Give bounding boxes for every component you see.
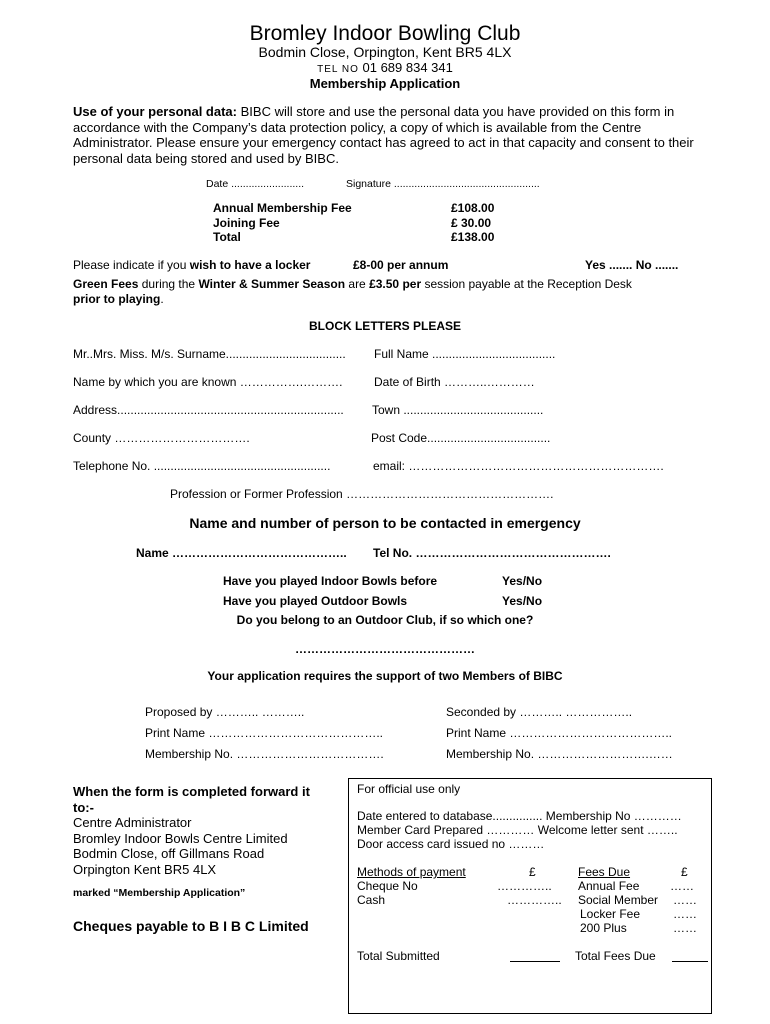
green-p2: during the — [141, 277, 196, 291]
cash-amount-field[interactable]: ………….. — [507, 893, 562, 907]
green-p1: Green Fees — [73, 277, 139, 291]
club-telephone — [0, 60, 770, 75]
indoor-bowls-answer[interactable]: Yes/No — [502, 574, 543, 588]
official-use-box — [348, 778, 712, 1014]
emergency-heading: Name and number of person to be contacted in emergency — [189, 515, 581, 531]
total-submitted-label: Total Submitted — [357, 949, 440, 963]
total-submitted-field[interactable] — [510, 949, 560, 965]
green-p5: £3.50 per — [369, 277, 422, 291]
proposer-membership-no-field[interactable]: Membership No. ………………………………. — [145, 747, 384, 761]
official-db-line[interactable]: Date entered to database............... Membership No ………… — [357, 809, 682, 823]
profession-field[interactable]: Profession or Former Profession ……………………………………………. — [170, 487, 554, 501]
forward-heading — [73, 784, 310, 815]
forward-address — [73, 815, 288, 877]
social-member-label: Social Member — [578, 893, 659, 907]
fees-table — [213, 201, 494, 245]
email-field[interactable]: email: ………………………………………………………. — [373, 459, 664, 473]
emergency-name-field[interactable]: Name …………………………………….. — [136, 546, 347, 560]
seconder-membership-no-field[interactable]: Membership No. ……………………….…… — [446, 747, 673, 761]
known-as-field[interactable]: Name by which you are known …………….………. — [73, 375, 343, 389]
social-member-field[interactable]: …… — [673, 893, 697, 907]
plus-200-label: 200 Plus — [580, 921, 627, 935]
locker-price: £8-00 per annum — [353, 258, 449, 272]
fees-pound-header: £ — [681, 865, 688, 879]
green-p4: are — [348, 277, 366, 291]
official-card-line[interactable]: Member Card Prepared ………… Welcome letter sent …….. — [357, 823, 678, 837]
proposer-print-name-field[interactable]: Print Name …………………………………….. — [145, 726, 384, 740]
county-field[interactable]: County ……………………………. — [73, 431, 250, 445]
outdoor-bowls-question: Have you played Outdoor Bowls — [223, 594, 408, 608]
locker-yes-no[interactable]: Yes ....... No ....... — [585, 258, 679, 272]
annual-fee-label: Annual Fee — [578, 879, 640, 893]
club-title: Bromley Indoor Bowling Club — [249, 22, 521, 45]
indoor-bowls-question: Have you played Indoor Bowls before — [223, 574, 438, 588]
proposed-by-field[interactable]: Proposed by ……….. ……….. — [145, 705, 305, 719]
fee-label: Total — [213, 230, 241, 244]
postcode-field[interactable]: Post Code..................................... — [371, 431, 551, 445]
town-field[interactable]: Town .......................................... — [372, 403, 544, 417]
privacy-text: BIBC will store and use the personal data you have provided on this form in accordance with the Company’s data protection policy, a copy of which is available from the Centre Administrator. Please ensure your emergency contact has agreed to act in that capacity and consent to their personal data being stored and used by BIBC. — [73, 104, 694, 166]
tel-label: TEL NO — [317, 64, 359, 75]
privacy-notice — [73, 104, 713, 166]
address-field[interactable]: Address.................................................................... — [73, 403, 344, 417]
form-subtitle: Membership Application — [309, 76, 461, 91]
cheque-label: Cheque No — [357, 879, 418, 893]
green-p3: Winter & Summer Season — [198, 277, 346, 291]
fee-value: £ 30.00 — [451, 215, 492, 230]
outdoor-club-question: Do you belong to an Outdoor Club, if so which one? — [236, 613, 534, 627]
total-fees-due-label: Total Fees Due — [575, 949, 656, 963]
green-fees-note — [73, 277, 632, 307]
locker-pre: Please indicate if you — [73, 258, 187, 272]
date-field[interactable]: Date ......................... — [206, 178, 305, 190]
official-door-line[interactable]: Door access card issued no ……… — [357, 837, 545, 851]
full-name-field[interactable]: Full Name ..................................... — [374, 347, 556, 361]
surname-field[interactable]: Mr..Mrs. Miss. M/s. Surname.................................... — [73, 347, 346, 361]
tel-number: 01 689 834 341 — [362, 60, 453, 75]
locker-fee-label: Locker Fee — [580, 907, 641, 921]
annual-fee-field[interactable]: …… — [670, 879, 694, 893]
forward-addr-line: Bromley Indoor Bowls Centre Limited — [73, 830, 288, 846]
cash-label: Cash — [357, 893, 386, 907]
forward-addr-line: Orpington Kent BR5 4LX — [73, 861, 217, 877]
club-address: Bodmin Close, Orpington, Kent BR5 4LX — [258, 44, 512, 60]
privacy-heading: Use of your personal data: — [73, 104, 237, 119]
forward-heading-line1: When the form is completed forward it — [73, 784, 310, 799]
green-p8: . — [160, 292, 164, 306]
official-use-title: For official use only — [357, 782, 461, 796]
payment-pound-header: £ — [529, 865, 536, 879]
fee-row-annual — [213, 201, 494, 216]
seconded-by-field[interactable]: Seconded by ……….. …………….. — [446, 705, 633, 719]
emergency-tel-field[interactable]: Tel No. …………………………………………. — [373, 546, 611, 560]
support-heading: Your application requires the support of two Members of BIBC — [207, 669, 563, 683]
green-p6: session payable at the Reception Desk — [424, 277, 632, 291]
outdoor-bowls-answer[interactable]: Yes/No — [502, 594, 543, 608]
fee-value: £108.00 — [451, 201, 495, 215]
locker-fee-field[interactable]: …… — [673, 907, 697, 921]
seconder-print-name-field[interactable]: Print Name ………………………………….. — [446, 726, 673, 740]
date-of-birth-field[interactable]: Date of Birth ………..………… — [374, 375, 535, 389]
fee-row-joining — [213, 216, 494, 231]
locker-question — [73, 258, 310, 272]
fee-label: Joining Fee — [213, 215, 280, 230]
total-fees-due-field[interactable] — [672, 949, 708, 965]
fee-label: Annual Membership Fee — [213, 201, 352, 215]
green-p7: prior to playing — [73, 292, 161, 306]
fee-row-total — [213, 230, 494, 245]
outdoor-club-field[interactable]: ……………………………………… — [295, 642, 475, 656]
cheques-payable-note: Cheques payable to B I B C Limited — [73, 918, 309, 934]
forward-addr-line: Bodmin Close, off Gillmans Road — [73, 846, 265, 861]
signature-field[interactable]: Signature .................................................. — [346, 178, 540, 190]
forward-heading-line2: to:- — [73, 799, 94, 815]
plus-200-field[interactable]: …… — [673, 921, 697, 935]
telephone-field[interactable]: Telephone No. ..................................................... — [73, 459, 331, 473]
locker-bold: wish to have a locker — [189, 258, 311, 272]
forward-addr-line: Centre Administrator — [73, 815, 192, 830]
fees-due-heading: Fees Due — [578, 865, 631, 879]
marked-note: marked “Membership Application” — [73, 887, 246, 899]
fee-value: £138.00 — [451, 230, 495, 244]
methods-of-payment-heading: Methods of payment — [357, 865, 466, 879]
block-letters-note: BLOCK LETTERS PLEASE — [308, 319, 461, 333]
cheque-amount-field[interactable]: ………….. — [497, 879, 552, 893]
